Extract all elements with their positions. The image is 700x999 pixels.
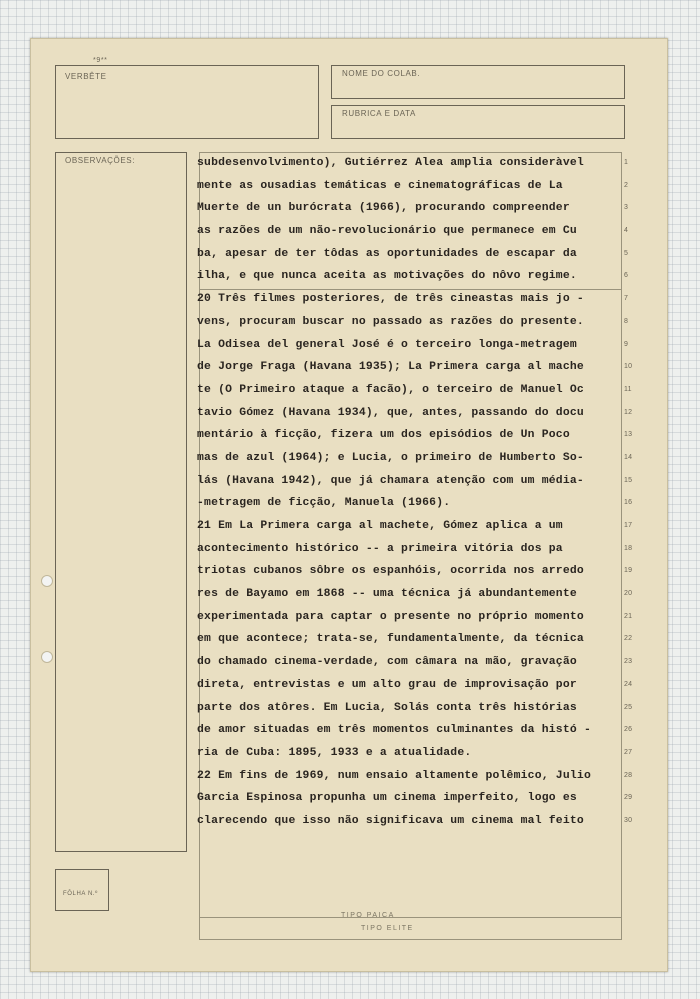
typed-line [197,197,629,220]
line-number: 17 [624,522,633,529]
line-text: ba, apesar de ter tôdas as oportunidades de escapar da [197,247,577,260]
typed-line [197,152,629,175]
line-text: lás (Havana 1942), que já chamara atenção com um média- [197,474,584,487]
line-text: Muerte de un burócrata (1966), procurando compreender [197,202,570,215]
line-number: 16 [624,499,633,507]
line-number: 10 [624,363,633,371]
rubrica-label: RUBRICA E DATA [342,109,416,118]
line-text: acontecimento histórico -- a primeira vitória dos pa [197,542,563,555]
line-text: mente as ousadias temáticas e cinematográficas de La [197,179,563,192]
typed-line [197,265,629,288]
typed-line [197,402,633,425]
line-text: triotas cubanos sôbre os espanhóis, ocorrida nos arredo [197,565,584,578]
line-text: mas de azul (1964); e Lucia, o primeiro de Humberto So- [197,451,584,464]
typed-line [197,583,633,606]
line-number: 14 [624,453,633,461]
guide-line [199,939,621,940]
line-number: 18 [624,544,633,552]
line-number: 2 [624,181,629,189]
typed-line [197,810,633,833]
tipo-elite-label: TIPO ELITE [361,925,414,932]
folha-label: FÔLHA N.º [63,891,98,897]
line-text: as razões de um não-revolucionário que permanece em Cu [197,225,577,238]
line-number: 21 [624,612,633,620]
typed-line [197,651,633,674]
line-text: direta, entrevistas e um alto grau de improvisação por [197,678,577,691]
line-number: 5 [624,249,629,257]
line-text: de amor situadas em três momentos culminantes da histó - [197,724,591,737]
typed-line [197,742,633,765]
observacoes-box [55,152,187,852]
stamp-mark: *9** [93,57,108,64]
folha-box [55,869,109,911]
line-text: 22 Em fins de 1969, num ensaio altamente polêmico, Julio [197,769,591,782]
line-number: 8 [624,317,629,325]
line-number: 23 [624,658,633,666]
typed-line [197,334,629,357]
line-number: 1 [624,159,629,166]
observacoes-label: OBSERVAÇÕES: [65,156,136,165]
line-text: 20 Três filmes posteriores, de três cineastas mais jo - [197,293,584,306]
typed-line [197,674,633,697]
line-text: de Jorge Fraga (Havana 1935); La Primera carga al mache [197,361,584,374]
line-number: 24 [624,680,633,688]
typed-line [197,447,633,470]
typed-line [197,697,633,720]
line-text: em que acontece; trata-se, fundamentalmente, da técnica [197,633,584,646]
line-text: subdesenvolvimento), Gutiérrez Alea amplia consideràvel [197,157,584,169]
typed-line [197,719,633,742]
typed-line [197,424,633,447]
typed-text-body [197,152,633,833]
line-text: ria de Cuba: 1895, 1933 e a atualidade. [197,746,472,759]
line-number: 7 [624,295,629,303]
line-number: 22 [624,635,633,643]
typed-line [197,175,629,198]
typed-line [197,606,633,629]
line-number: 15 [624,476,633,484]
line-number: 12 [624,408,633,416]
line-number: 20 [624,590,633,598]
typed-line [197,288,629,311]
line-text: tavio Gómez (Havana 1934), que, antes, passando do docu [197,406,584,419]
guide-line [199,917,621,918]
line-number: 30 [624,816,633,824]
line-number: 19 [624,567,633,575]
line-text: -metragem de ficção, Manuela (1966). [197,497,451,510]
line-text: ilha, e que nunca aceita as motivações do nôvo regime. [197,270,577,283]
line-number: 3 [624,204,629,212]
line-number: 9 [624,340,629,348]
line-text: parte dos atôres. Em Lucia, Solás conta três histórias [197,701,577,714]
line-number: 26 [624,726,633,734]
typed-line [197,628,633,651]
typed-line [197,243,629,266]
line-number: 4 [624,227,629,235]
typed-line [197,515,633,538]
line-text: 21 Em La Primera carga al machete, Gómez aplica a um [197,520,563,532]
verbete-label: VERBÊTE [65,72,107,81]
typed-line [197,560,633,583]
typed-line [197,492,633,515]
line-number: 6 [624,272,629,280]
line-number: 28 [624,771,633,779]
line-number: 13 [624,431,633,439]
line-number: 29 [624,794,633,802]
line-number: 27 [624,748,633,756]
punch-hole [41,651,53,663]
typed-line [197,220,629,243]
typed-line [197,356,633,379]
line-text: res de Bayamo em 1868 -- uma técnica já abundantemente [197,588,577,601]
typed-line [197,311,629,334]
tipo-paica-label: TIPO PAICA [341,912,395,919]
typed-line [197,538,633,561]
line-text: experimentada para captar o presente no próprio momento [197,610,584,623]
line-number: 11 [624,385,632,393]
nome-colab-label: NOME DO COLAB. [342,69,421,78]
line-number: 25 [624,703,633,711]
line-text: clarecendo que isso não significava um cinema mal feito [197,814,584,827]
line-text: La Odisea del general José é o terceiro longa-metragem [197,338,577,351]
typed-line [197,765,633,788]
punch-hole [41,575,53,587]
typed-line [197,787,633,810]
margin-line-right [621,152,622,940]
line-text: vens, procuram buscar no passado as razões do presente. [197,315,584,328]
typed-line [197,470,633,493]
typed-line [197,379,632,402]
line-text: Garcia Espinosa propunha um cinema imperfeito, logo es [197,792,577,805]
line-text: te (O Primeiro ataque a facão), o terceiro de Manuel Oc [197,383,584,396]
line-text: mentário à ficção, fizera um dos episódios de Un Poco [197,429,570,442]
line-text: do chamado cinema-verdade, com câmara na mão, gravação [197,656,577,669]
